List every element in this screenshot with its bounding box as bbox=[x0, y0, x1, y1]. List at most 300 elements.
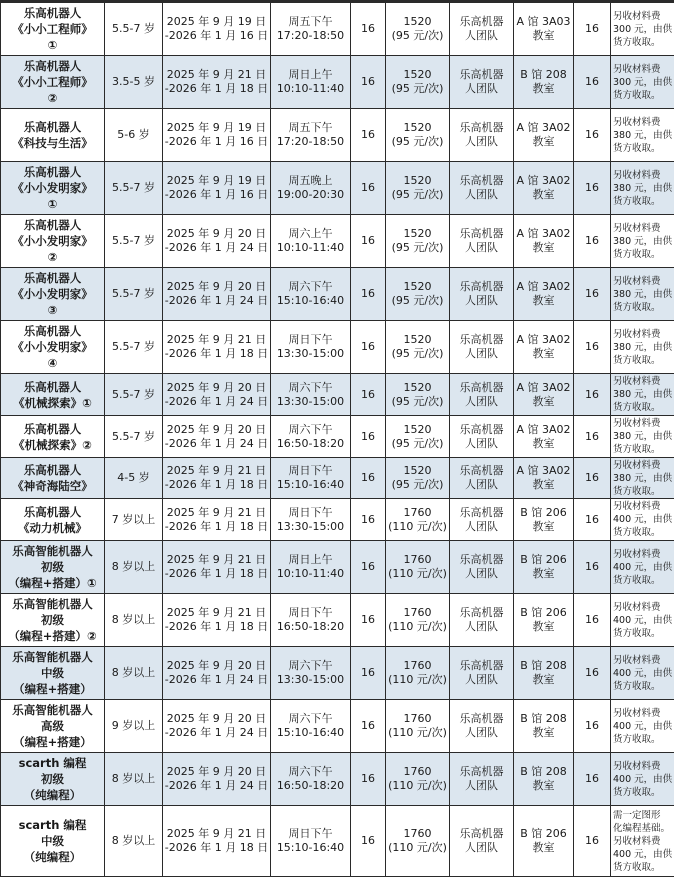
note-line: 400 元，由供 bbox=[613, 773, 672, 786]
teacher-team-cell bbox=[450, 499, 514, 541]
note-line: 另收材料费 bbox=[613, 459, 672, 472]
price-line: (95 元/次) bbox=[386, 437, 449, 451]
course-name-line: 乐高机器人 bbox=[1, 379, 104, 395]
classroom-cell bbox=[514, 499, 574, 541]
price-line: (95 元/次) bbox=[386, 29, 449, 43]
price-line: 1760 bbox=[386, 606, 449, 620]
session-count-cell: 16 bbox=[351, 3, 386, 56]
note-line: 货方收取。 bbox=[613, 861, 672, 874]
session-count-cell: 16 bbox=[351, 374, 386, 416]
teacher-team-cell bbox=[450, 3, 514, 56]
price-line: (110 元/次) bbox=[386, 841, 449, 855]
class-time-line: 周六下午 bbox=[271, 765, 350, 779]
teacher-team-line: 人团队 bbox=[450, 135, 513, 149]
class-time-line: 周六下午 bbox=[271, 280, 350, 294]
date-range-cell bbox=[163, 3, 271, 56]
teacher-team-line: 乐高机器 bbox=[450, 227, 513, 241]
course-name-line: 初级 bbox=[1, 612, 104, 628]
teacher-team-line: 乐高机器 bbox=[450, 280, 513, 294]
classroom-line: A 馆 3A02 bbox=[514, 381, 573, 395]
age-cell: 8 岁以上 bbox=[105, 647, 163, 700]
date-range-line: 2025 年 9 月 20 日 bbox=[163, 227, 270, 241]
date-range-line: -2026 年 1 月 18 日 bbox=[163, 520, 270, 534]
date-range-line: 2025 年 9 月 21 日 bbox=[163, 506, 270, 520]
note-cell bbox=[611, 374, 674, 416]
date-range-line: -2026 年 1 月 18 日 bbox=[163, 347, 270, 361]
class-time-cell bbox=[271, 416, 351, 458]
table-row bbox=[1, 3, 674, 56]
note-line: 货方收取。 bbox=[613, 89, 672, 102]
date-range-line: -2026 年 1 月 16 日 bbox=[163, 29, 270, 43]
class-time-line: 周五下午 bbox=[271, 15, 350, 29]
note-cell bbox=[611, 647, 674, 700]
session-count-cell: 16 bbox=[351, 215, 386, 268]
date-range-cell bbox=[163, 215, 271, 268]
note-line: 另收材料费 bbox=[613, 328, 672, 341]
lesson-count-cell: 16 bbox=[574, 458, 611, 499]
course-name-line: 《小小工程师》 bbox=[1, 21, 104, 37]
class-time-line: 周六下午 bbox=[271, 659, 350, 673]
classroom-cell bbox=[514, 321, 574, 374]
course-name-cell bbox=[1, 268, 105, 321]
price-cell bbox=[386, 321, 450, 374]
table-row bbox=[1, 162, 674, 215]
date-range-line: 2025 年 9 月 21 日 bbox=[163, 333, 270, 347]
date-range-line: -2026 年 1 月 24 日 bbox=[163, 437, 270, 451]
course-name-line: （纯编程） bbox=[1, 787, 104, 803]
course-name-line: 中级 bbox=[1, 665, 104, 681]
class-time-line: 13:30-15:00 bbox=[271, 673, 350, 687]
teacher-team-cell bbox=[450, 541, 514, 594]
teacher-team-line: 乐高机器 bbox=[450, 765, 513, 779]
date-range-cell bbox=[163, 162, 271, 215]
price-line: 1760 bbox=[386, 765, 449, 779]
teacher-team-cell bbox=[450, 806, 514, 877]
classroom-line: B 馆 208 bbox=[514, 765, 573, 779]
session-count-cell: 16 bbox=[351, 700, 386, 753]
note-cell bbox=[611, 753, 674, 806]
teacher-team-line: 人团队 bbox=[450, 395, 513, 409]
course-name-cell bbox=[1, 499, 105, 541]
note-line: 货方收取。 bbox=[613, 574, 672, 587]
date-range-line: 2025 年 9 月 20 日 bbox=[163, 659, 270, 673]
date-range-line: 2025 年 9 月 21 日 bbox=[163, 464, 270, 478]
session-count-cell: 16 bbox=[351, 458, 386, 499]
table-row bbox=[1, 374, 674, 416]
classroom-cell bbox=[514, 416, 574, 458]
note-cell bbox=[611, 458, 674, 499]
note-line: 另收材料费 bbox=[613, 275, 672, 288]
class-time-cell bbox=[271, 162, 351, 215]
course-name-cell bbox=[1, 753, 105, 806]
classroom-line: 教室 bbox=[514, 188, 573, 202]
note-line: 另收材料费 bbox=[613, 654, 672, 667]
note-line: 400 元，由供 bbox=[613, 720, 672, 733]
note-cell bbox=[611, 700, 674, 753]
teacher-team-line: 乐高机器 bbox=[450, 712, 513, 726]
date-range-line: -2026 年 1 月 16 日 bbox=[163, 188, 270, 202]
teacher-team-cell bbox=[450, 321, 514, 374]
course-table-body bbox=[1, 3, 674, 877]
session-count-cell: 16 bbox=[351, 647, 386, 700]
teacher-team-line: 人团队 bbox=[450, 241, 513, 255]
course-name-line: ② bbox=[1, 249, 104, 265]
note-line: 380 元，由供 bbox=[613, 235, 672, 248]
price-line: (95 元/次) bbox=[386, 347, 449, 361]
course-name-line: 乐高机器人 bbox=[1, 58, 104, 74]
classroom-line: 教室 bbox=[514, 395, 573, 409]
note-cell bbox=[611, 215, 674, 268]
class-time-line: 周六下午 bbox=[271, 423, 350, 437]
date-range-line: 2025 年 9 月 19 日 bbox=[163, 121, 270, 135]
lesson-count-cell: 16 bbox=[574, 753, 611, 806]
age-cell: 3.5-5 岁 bbox=[105, 56, 163, 109]
classroom-cell bbox=[514, 109, 574, 162]
date-range-line: 2025 年 9 月 20 日 bbox=[163, 381, 270, 395]
classroom-line: 教室 bbox=[514, 347, 573, 361]
price-line: 1520 bbox=[386, 15, 449, 29]
price-line: 1520 bbox=[386, 333, 449, 347]
note-line: 货方收取。 bbox=[613, 195, 672, 208]
session-count-cell: 16 bbox=[351, 56, 386, 109]
class-time-line: 周日下午 bbox=[271, 506, 350, 520]
class-time-cell bbox=[271, 268, 351, 321]
note-cell bbox=[611, 162, 674, 215]
note-cell bbox=[611, 109, 674, 162]
course-name-line: ③ bbox=[1, 302, 104, 318]
classroom-line: B 馆 206 bbox=[514, 827, 573, 841]
teacher-team-line: 乐高机器 bbox=[450, 506, 513, 520]
teacher-team-line: 人团队 bbox=[450, 478, 513, 492]
price-cell bbox=[386, 700, 450, 753]
teacher-team-line: 乐高机器 bbox=[450, 381, 513, 395]
teacher-team-line: 乐高机器 bbox=[450, 15, 513, 29]
course-name-line: 《小小发明家》 bbox=[1, 286, 104, 302]
price-line: (95 元/次) bbox=[386, 241, 449, 255]
course-name-cell bbox=[1, 458, 105, 499]
teacher-team-line: 人团队 bbox=[450, 294, 513, 308]
note-line: 另收材料费 bbox=[613, 116, 672, 129]
price-line: (95 元/次) bbox=[386, 135, 449, 149]
course-name-line: ④ bbox=[1, 355, 104, 371]
course-name-line: 乐高机器人 bbox=[1, 5, 104, 21]
classroom-line: A 馆 3A02 bbox=[514, 464, 573, 478]
course-name-cell bbox=[1, 321, 105, 374]
class-time-line: 周五下午 bbox=[271, 121, 350, 135]
course-name-line: ② bbox=[1, 90, 104, 106]
note-line: 另收材料费 bbox=[613, 222, 672, 235]
note-line: 另收材料费 bbox=[613, 63, 672, 76]
lesson-count-cell: 16 bbox=[574, 109, 611, 162]
classroom-line: B 馆 208 bbox=[514, 659, 573, 673]
date-range-line: 2025 年 9 月 21 日 bbox=[163, 553, 270, 567]
course-name-line: （编程+搭建）② bbox=[1, 628, 104, 644]
session-count-cell: 16 bbox=[351, 416, 386, 458]
course-name-line: （纯编程） bbox=[1, 849, 104, 865]
date-range-cell bbox=[163, 806, 271, 877]
classroom-line: 教室 bbox=[514, 478, 573, 492]
price-cell bbox=[386, 647, 450, 700]
price-line: 1520 bbox=[386, 464, 449, 478]
course-name-line: 《机械探索》② bbox=[1, 437, 104, 453]
classroom-line: 教室 bbox=[514, 135, 573, 149]
class-time-cell bbox=[271, 215, 351, 268]
class-time-line: 周日上午 bbox=[271, 553, 350, 567]
course-name-line: scarth 编程 bbox=[1, 755, 104, 771]
price-line: 1520 bbox=[386, 68, 449, 82]
date-range-line: -2026 年 1 月 24 日 bbox=[163, 241, 270, 255]
date-range-line: -2026 年 1 月 18 日 bbox=[163, 620, 270, 634]
class-time-cell bbox=[271, 3, 351, 56]
note-cell bbox=[611, 416, 674, 458]
course-name-line: 中级 bbox=[1, 833, 104, 849]
classroom-line: A 馆 3A02 bbox=[514, 333, 573, 347]
class-time-line: 16:50-18:20 bbox=[271, 779, 350, 793]
classroom-cell bbox=[514, 753, 574, 806]
price-cell bbox=[386, 3, 450, 56]
price-cell bbox=[386, 162, 450, 215]
price-line: 1520 bbox=[386, 227, 449, 241]
classroom-line: A 馆 3A02 bbox=[514, 121, 573, 135]
course-name-line: 《小小发明家》 bbox=[1, 233, 104, 249]
price-line: 1520 bbox=[386, 381, 449, 395]
date-range-line: -2026 年 1 月 18 日 bbox=[163, 82, 270, 96]
lesson-count-cell: 16 bbox=[574, 594, 611, 647]
class-time-line: 15:10-16:40 bbox=[271, 294, 350, 308]
price-line: 1760 bbox=[386, 506, 449, 520]
class-time-line: 13:30-15:00 bbox=[271, 520, 350, 534]
lesson-count-cell: 16 bbox=[574, 268, 611, 321]
course-name-line: 乐高机器人 bbox=[1, 119, 104, 135]
classroom-line: 教室 bbox=[514, 294, 573, 308]
note-line: 化编程基础。 bbox=[613, 822, 672, 835]
classroom-line: A 馆 3A02 bbox=[514, 227, 573, 241]
teacher-team-line: 人团队 bbox=[450, 188, 513, 202]
note-cell bbox=[611, 541, 674, 594]
price-line: 1760 bbox=[386, 553, 449, 567]
note-line: 400 元，由供 bbox=[613, 848, 672, 861]
classroom-cell bbox=[514, 162, 574, 215]
table-row bbox=[1, 321, 674, 374]
table-row bbox=[1, 109, 674, 162]
date-range-cell bbox=[163, 647, 271, 700]
note-line: 另收材料费 bbox=[613, 417, 672, 430]
class-time-line: 周日下午 bbox=[271, 464, 350, 478]
price-cell bbox=[386, 416, 450, 458]
course-name-cell bbox=[1, 374, 105, 416]
classroom-line: B 馆 208 bbox=[514, 712, 573, 726]
class-time-line: 周日下午 bbox=[271, 333, 350, 347]
classroom-cell bbox=[514, 374, 574, 416]
course-name-cell bbox=[1, 647, 105, 700]
teacher-team-line: 人团队 bbox=[450, 29, 513, 43]
teacher-team-line: 人团队 bbox=[450, 779, 513, 793]
class-time-line: 17:20-18:50 bbox=[271, 29, 350, 43]
note-line: 货方收取。 bbox=[613, 142, 672, 155]
date-range-line: 2025 年 9 月 20 日 bbox=[163, 765, 270, 779]
classroom-line: 教室 bbox=[514, 437, 573, 451]
date-range-line: 2025 年 9 月 20 日 bbox=[163, 280, 270, 294]
teacher-team-line: 人团队 bbox=[450, 567, 513, 581]
note-line: 货方收取。 bbox=[613, 733, 672, 746]
course-name-line: 高级 bbox=[1, 718, 104, 734]
classroom-line: 教室 bbox=[514, 726, 573, 740]
price-cell bbox=[386, 594, 450, 647]
course-name-line: 《神奇海陆空》 bbox=[1, 478, 104, 494]
course-name-line: 初级 bbox=[1, 559, 104, 575]
note-line: 300 元，由供 bbox=[613, 76, 672, 89]
class-time-line: 周六上午 bbox=[271, 227, 350, 241]
course-name-cell bbox=[1, 162, 105, 215]
class-time-cell bbox=[271, 56, 351, 109]
class-time-cell bbox=[271, 321, 351, 374]
age-cell: 5.5-7 岁 bbox=[105, 416, 163, 458]
teacher-team-line: 人团队 bbox=[450, 347, 513, 361]
course-name-line: 乐高智能机器人 bbox=[1, 596, 104, 612]
date-range-line: 2025 年 9 月 21 日 bbox=[163, 827, 270, 841]
classroom-line: 教室 bbox=[514, 841, 573, 855]
note-line: 货方收取。 bbox=[613, 248, 672, 261]
class-time-line: 17:20-18:50 bbox=[271, 135, 350, 149]
age-cell: 8 岁以上 bbox=[105, 541, 163, 594]
note-line: 货方收取。 bbox=[613, 401, 672, 414]
table-row bbox=[1, 458, 674, 499]
note-line: 400 元，由供 bbox=[613, 667, 672, 680]
class-time-line: 15:10-16:40 bbox=[271, 841, 350, 855]
price-cell bbox=[386, 753, 450, 806]
course-name-line: 《科技与生活》 bbox=[1, 135, 104, 151]
price-line: 1520 bbox=[386, 121, 449, 135]
course-name-line: 初级 bbox=[1, 771, 104, 787]
price-line: (110 元/次) bbox=[386, 567, 449, 581]
note-cell bbox=[611, 499, 674, 541]
session-count-cell: 16 bbox=[351, 594, 386, 647]
class-time-cell bbox=[271, 806, 351, 877]
classroom-line: A 馆 3A02 bbox=[514, 423, 573, 437]
course-name-line: 乐高智能机器人 bbox=[1, 702, 104, 718]
price-line: 1760 bbox=[386, 712, 449, 726]
teacher-team-line: 人团队 bbox=[450, 726, 513, 740]
teacher-team-cell bbox=[450, 647, 514, 700]
price-cell bbox=[386, 541, 450, 594]
note-line: 货方收取。 bbox=[613, 485, 672, 498]
date-range-line: -2026 年 1 月 24 日 bbox=[163, 294, 270, 308]
lesson-count-cell: 16 bbox=[574, 499, 611, 541]
date-range-line: 2025 年 9 月 19 日 bbox=[163, 174, 270, 188]
note-line: 另收材料费 bbox=[613, 601, 672, 614]
lesson-count-cell: 16 bbox=[574, 162, 611, 215]
course-name-cell bbox=[1, 541, 105, 594]
note-line: 货方收取。 bbox=[613, 301, 672, 314]
note-line: 另收材料费 bbox=[613, 169, 672, 182]
course-name-line: 乐高智能机器人 bbox=[1, 649, 104, 665]
classroom-cell bbox=[514, 541, 574, 594]
age-cell: 8 岁以上 bbox=[105, 594, 163, 647]
note-line: 货方收取。 bbox=[613, 627, 672, 640]
classroom-cell bbox=[514, 647, 574, 700]
teacher-team-line: 人团队 bbox=[450, 841, 513, 855]
classroom-line: B 馆 208 bbox=[514, 68, 573, 82]
class-time-line: 13:30-15:00 bbox=[271, 395, 350, 409]
course-name-line: 《小小发明家》 bbox=[1, 180, 104, 196]
note-line: 400 元，由供 bbox=[613, 513, 672, 526]
class-time-cell bbox=[271, 109, 351, 162]
teacher-team-cell bbox=[450, 458, 514, 499]
course-name-cell bbox=[1, 700, 105, 753]
classroom-line: 教室 bbox=[514, 82, 573, 96]
date-range-line: 2025 年 9 月 19 日 bbox=[163, 15, 270, 29]
classroom-line: 教室 bbox=[514, 779, 573, 793]
note-line: 另收材料费 bbox=[613, 548, 672, 561]
classroom-line: B 馆 206 bbox=[514, 506, 573, 520]
price-cell bbox=[386, 499, 450, 541]
course-name-line: 乐高机器人 bbox=[1, 270, 104, 286]
price-line: 1520 bbox=[386, 280, 449, 294]
price-line: (95 元/次) bbox=[386, 478, 449, 492]
table-row bbox=[1, 647, 674, 700]
class-time-line: 16:50-18:20 bbox=[271, 437, 350, 451]
classroom-cell bbox=[514, 806, 574, 877]
session-count-cell: 16 bbox=[351, 268, 386, 321]
age-cell: 5.5-7 岁 bbox=[105, 3, 163, 56]
course-name-line: 乐高机器人 bbox=[1, 323, 104, 339]
course-name-line: ① bbox=[1, 196, 104, 212]
course-name-line: （编程+搭建） bbox=[1, 681, 104, 697]
classroom-cell bbox=[514, 268, 574, 321]
note-cell bbox=[611, 806, 674, 877]
teacher-team-line: 乐高机器 bbox=[450, 174, 513, 188]
teacher-team-cell bbox=[450, 374, 514, 416]
price-line: 1760 bbox=[386, 659, 449, 673]
price-line: (95 元/次) bbox=[386, 294, 449, 308]
course-name-cell bbox=[1, 594, 105, 647]
lesson-count-cell: 16 bbox=[574, 806, 611, 877]
class-time-cell bbox=[271, 499, 351, 541]
teacher-team-line: 人团队 bbox=[450, 673, 513, 687]
class-time-line: 16:50-18:20 bbox=[271, 620, 350, 634]
course-table bbox=[0, 2, 674, 877]
teacher-team-line: 人团队 bbox=[450, 82, 513, 96]
note-line: 另收材料费 bbox=[613, 835, 672, 848]
teacher-team-line: 乐高机器 bbox=[450, 333, 513, 347]
note-line: 380 元，由供 bbox=[613, 288, 672, 301]
lesson-count-cell: 16 bbox=[574, 541, 611, 594]
price-line: 1520 bbox=[386, 174, 449, 188]
course-name-line: 乐高智能机器人 bbox=[1, 543, 104, 559]
table-row bbox=[1, 700, 674, 753]
course-name-line: 《小小发明家》 bbox=[1, 339, 104, 355]
note-line: 需一定图形 bbox=[613, 809, 672, 822]
course-name-line: （编程+搭建） bbox=[1, 734, 104, 750]
classroom-line: A 馆 3A03 bbox=[514, 15, 573, 29]
price-line: (110 元/次) bbox=[386, 673, 449, 687]
date-range-cell bbox=[163, 541, 271, 594]
lesson-count-cell: 16 bbox=[574, 416, 611, 458]
price-cell bbox=[386, 215, 450, 268]
date-range-cell bbox=[163, 594, 271, 647]
teacher-team-cell bbox=[450, 268, 514, 321]
note-cell bbox=[611, 56, 674, 109]
classroom-line: 教室 bbox=[514, 520, 573, 534]
course-name-line: 乐高机器人 bbox=[1, 164, 104, 180]
class-time-cell bbox=[271, 753, 351, 806]
classroom-cell bbox=[514, 3, 574, 56]
teacher-team-line: 乐高机器 bbox=[450, 553, 513, 567]
age-cell: 8 岁以上 bbox=[105, 806, 163, 877]
price-cell bbox=[386, 374, 450, 416]
teacher-team-cell bbox=[450, 753, 514, 806]
classroom-line: 教室 bbox=[514, 29, 573, 43]
